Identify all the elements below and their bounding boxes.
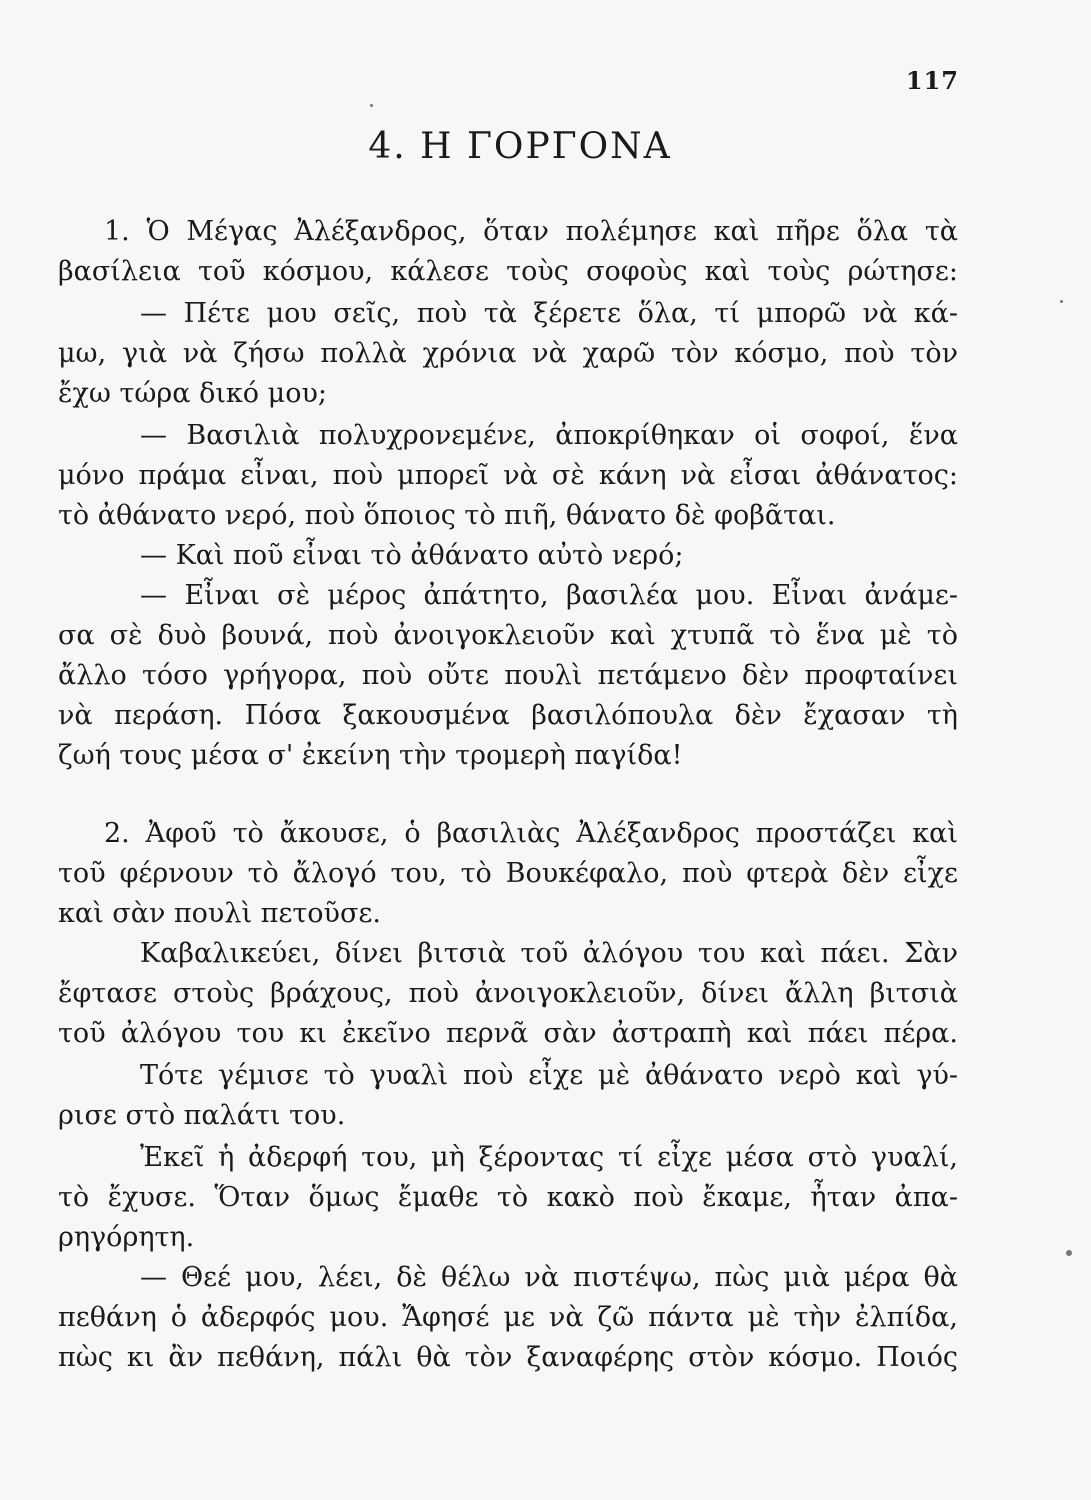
text-line: πεθάνη ὁ ἀδερφός μου. Ἄφησέ με νὰ ζῶ πάντα μὲ τὴν ἐλπίδα,	[58, 1302, 958, 1333]
text-line: ἄλλο τόσο γρήγορα, ποὺ οὔτε πουλὶ πετάμενο δὲν προφταίνει	[58, 660, 958, 691]
scan-speck	[1060, 300, 1063, 303]
text-line: τοῦ φέρνουν τὸ ἄλογό του, τὸ Βουκέφαλο, ποὺ φτερὰ δὲν εἶχε	[58, 858, 958, 889]
text-line: ρισε στὸ παλάτι του.	[58, 1100, 346, 1131]
text-line: βασίλεια τοῦ κόσμου, κάλεσε τοὺς σοφοὺς καὶ τοὺς ρώτησε:	[58, 256, 958, 287]
text-line: Καβαλικεύει, δίνει βιτσιὰ τοῦ ἀλόγου του καὶ πάει. Σὰν	[140, 938, 958, 969]
text-line: — Πέτε μου σεῖς, ποὺ τὰ ξέρετε ὅλα, τί μπορῶ νὰ κά-	[140, 298, 958, 329]
text-line: ἔφτασε στοὺς βράχους, ποὺ ἀνοιγοκλειοῦν, δίνει ἄλλη βιτσιὰ	[58, 978, 958, 1009]
text-line: ρηγόρητη.	[58, 1222, 195, 1253]
text-line: — Θεέ μου, λέει, δὲ θέλω νὰ πιστέψω, πὼς μιὰ μέρα θὰ	[140, 1262, 958, 1293]
text-line: ζωή τους μέσα σ' ἐκείνη τὴν τρομερὴ παγίδα!	[58, 740, 683, 771]
text-line: μόνο πράμα εἶναι, ποὺ μπορεῖ νὰ σὲ κάνη νὰ εἶσαι ἀθάνατος:	[58, 460, 958, 491]
scan-speck	[1066, 1250, 1072, 1256]
text-line: Ἐκεῖ ἡ ἀδερφή του, μὴ ξέροντας τί εἶχε μέσα στὸ γυαλί,	[140, 1142, 958, 1173]
text-line: καὶ σὰν πουλὶ πετοῦσε.	[58, 898, 381, 929]
text-line: 2. Ἀφοῦ τὸ ἄκουσε, ὁ βασιλιὰς Ἀλέξανδρος προστάζει καὶ	[104, 818, 958, 849]
text-line: Τότε γέμισε τὸ γυαλὶ ποὺ εἶχε μὲ ἀθάνατο νερὸ καὶ γύ-	[140, 1060, 958, 1091]
text-line: 1. Ὁ Μέγας Ἀλέξανδρος, ὅταν πολέμησε καὶ πῆρε ὅλα τὰ	[104, 216, 958, 247]
scan-speck	[370, 104, 373, 107]
text-line: ἔχω τώρα δικό μου;	[58, 378, 327, 409]
text-line: νὰ περάση. Πόσα ξακουσμένα βασιλόπουλα δὲν ἔχασαν τὴ	[58, 700, 958, 731]
text-line: τὸ ἔχυσε. Ὅταν ὅμως ἔμαθε τὸ κακὸ ποὺ ἔκαμε, ἦταν ἀπα-	[58, 1182, 958, 1213]
chapter-title: 4. Η ΓΟΡΓΟΝΑ	[368, 126, 672, 167]
text-line: μω, γιὰ νὰ ζήσω πολλὰ χρόνια νὰ χαρῶ τὸν κόσμο, ποὺ τὸν	[58, 338, 958, 369]
text-line: — Βασιλιὰ πολυχρονεμένε, ἀποκρίθηκαν οἱ σοφοί, ἕνα	[140, 420, 958, 451]
text-line: — Εἶναι σὲ μέρος ἀπάτητο, βασιλέα μου. Εἶναι ἀνάμε-	[140, 580, 958, 611]
text-line: τοῦ ἀλόγου του κι ἐκεῖνο περνᾶ σὰν ἀστραπὴ καὶ πάει πέρα.	[58, 1018, 958, 1049]
text-line: σα σὲ δυὸ βουνά, ποὺ ἀνοιγοκλειοῦν καὶ χτυπᾶ τὸ ἕνα μὲ τὸ	[58, 620, 958, 651]
text-line: τὸ ἀθάνατο νερό, ποὺ ὅποιος τὸ πιῆ, θάνατο δὲ φοβᾶται.	[58, 500, 836, 531]
page-number: 117	[905, 66, 959, 95]
text-line: πὼς κι ἂν πεθάνη, πάλι θὰ τὸν ξαναφέρης στὸν κόσμο. Ποιός	[58, 1342, 958, 1373]
text-line: — Καὶ ποῦ εἶναι τὸ ἀθάνατο αὐτὸ νερό;	[140, 540, 684, 571]
